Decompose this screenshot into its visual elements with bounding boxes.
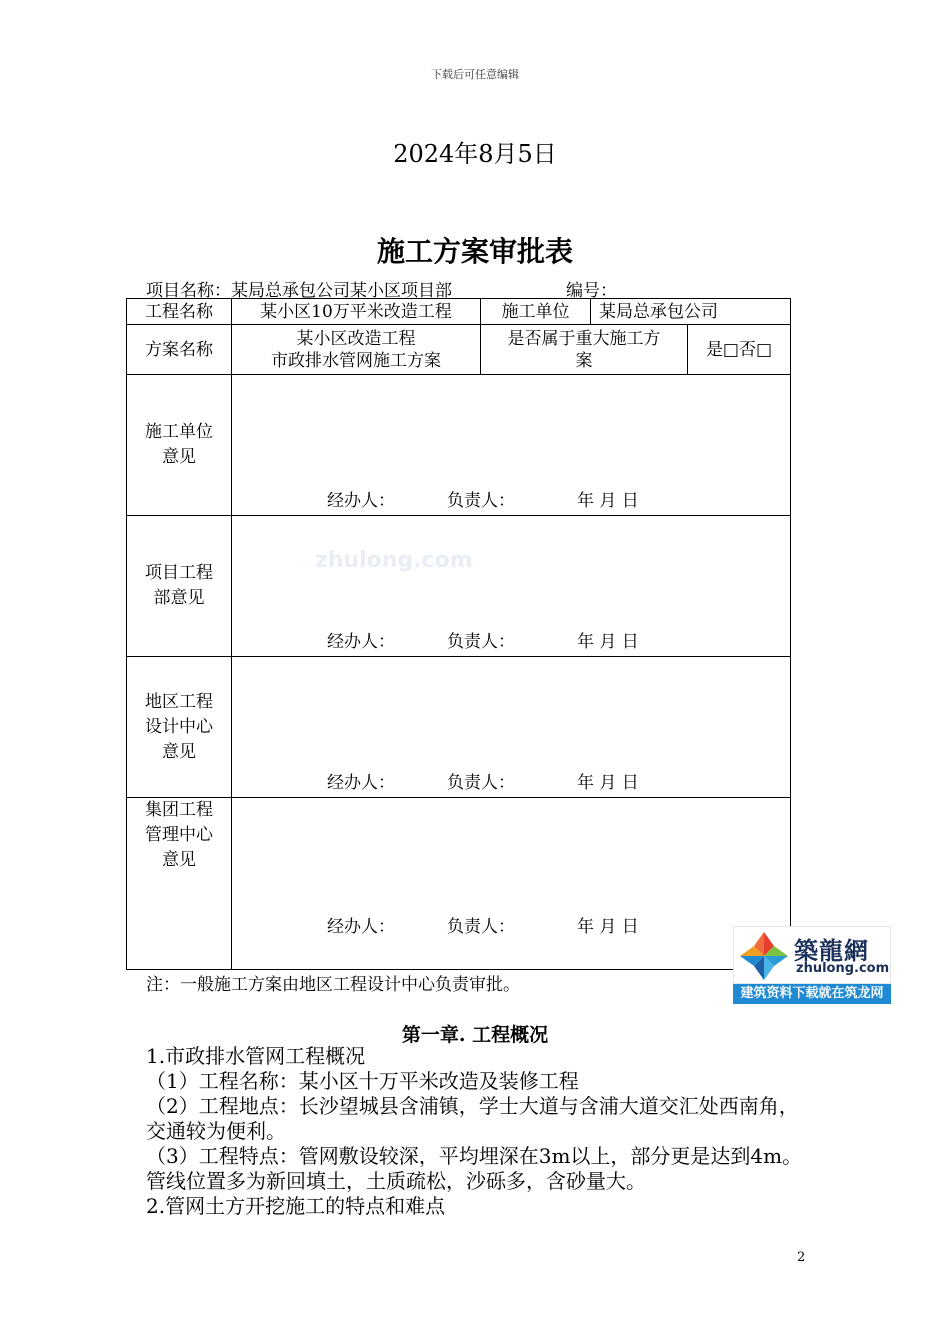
signature-line	[327, 768, 639, 793]
signature-line	[327, 486, 639, 511]
date-label: 年 月 日	[577, 632, 639, 652]
opinion-cell[interactable]	[232, 798, 791, 970]
section-label-line: 设计中心	[145, 716, 213, 737]
watermark-text: zhulong.com	[315, 548, 473, 573]
contractor-label-cell: 施工单位	[481, 299, 591, 325]
major-plan-line1: 是否属于重大施工方	[507, 328, 661, 349]
project-value-cell: 某小区10万平米改造工程	[232, 299, 481, 325]
table-row	[127, 299, 791, 325]
plan-value-cell	[232, 325, 481, 375]
chapter-heading: 第一章. 工程概况	[401, 1024, 549, 1046]
body-paragraph: 1.市政排水管网工程概况	[146, 1044, 366, 1068]
table-row	[127, 375, 791, 516]
table-note: 注：一般施工方案由地区工程设计中心负责审批。	[146, 975, 520, 995]
body-paragraph: 2.管网土方开挖施工的特点和难点	[146, 1194, 446, 1218]
zhulong-logo	[733, 926, 891, 1004]
handler-label: 经办人：	[327, 632, 395, 652]
logo-en-text: zhulong.com	[796, 961, 890, 976]
yes-no-checkbox-cell[interactable]: 是□否□	[688, 325, 791, 375]
handler-label: 经办人：	[327, 917, 395, 937]
code-label: 编号：	[566, 281, 617, 301]
section-label-cell	[127, 657, 232, 798]
section-label-line: 管理中心	[145, 825, 213, 845]
body-paragraph: （3）工程特点：管网敷设较深，平均埋深在3m以上，部分更是达到4m。管线位置多为新回填土，土质疏松，沙砾多，含砂量大。	[146, 1144, 803, 1193]
zhulong-logo-icon	[736, 928, 792, 984]
responsible-label: 负责人：	[447, 491, 515, 511]
section-label-line: 集团工程	[145, 800, 213, 820]
section-label-line: 施工单位	[145, 422, 213, 442]
approval-table	[126, 298, 791, 970]
contractor-value-cell: 某局总承包公司	[591, 299, 791, 325]
date-label: 年 月 日	[577, 917, 639, 937]
section-label-cell	[127, 798, 232, 970]
responsible-label: 负责人：	[447, 773, 515, 793]
opinion-cell[interactable]	[232, 516, 791, 657]
date-label: 年 月 日	[577, 773, 639, 793]
table-row	[127, 325, 791, 375]
signature-line	[327, 912, 639, 937]
section-label-line: 意见	[162, 850, 196, 870]
body-paragraph: （1）工程名称：某小区十万平米改造及装修工程	[146, 1069, 579, 1093]
section-label-line: 项目工程	[145, 563, 213, 583]
date-label: 年 月 日	[577, 491, 639, 511]
table-row	[127, 516, 791, 657]
plan-value-line1: 某小区改造工程	[296, 328, 416, 349]
plan-value-line2: 市政排水管网施工方案	[271, 350, 441, 371]
section-label-line: 地区工程	[145, 691, 213, 712]
handler-label: 经办人：	[327, 773, 395, 793]
logo-cn-text: 築龍網	[794, 937, 869, 965]
plan-label-cell: 方案名称	[127, 325, 232, 375]
project-name-line: 项目名称：某局总承包公司某小区项目部	[146, 281, 452, 301]
section-label-line: 部意见	[153, 588, 205, 608]
form-title: 施工方案审批表	[376, 235, 573, 268]
section-label-line: 意见	[162, 741, 196, 762]
handler-label: 经办人：	[327, 491, 395, 511]
section-label-line: 意见	[162, 447, 196, 467]
table-row	[127, 798, 791, 970]
table-row	[127, 657, 791, 798]
opinion-cell[interactable]	[232, 657, 791, 798]
header-note: 下载后可任意编辑	[431, 68, 519, 81]
body-paragraph: （2）工程地点：长沙望城县含浦镇，学士大道与含浦大道交汇处西南角，交通较为便利。	[146, 1094, 799, 1143]
document-date: 2024年8月5日	[393, 140, 557, 168]
major-plan-line2: 案	[575, 350, 593, 371]
logo-slogan: 建筑资料下载就在筑龙网	[733, 984, 891, 1004]
responsible-label: 负责人：	[447, 632, 515, 652]
major-plan-label-cell	[481, 325, 688, 375]
logo-top	[733, 926, 891, 984]
responsible-label: 负责人：	[447, 917, 515, 937]
signature-line	[327, 627, 639, 652]
page-number: 2	[797, 1250, 806, 1265]
opinion-cell[interactable]	[232, 375, 791, 516]
body-text	[146, 1044, 810, 1219]
project-label-cell: 工程名称	[127, 299, 232, 325]
section-label-cell	[127, 375, 232, 516]
section-label-cell	[127, 516, 232, 657]
